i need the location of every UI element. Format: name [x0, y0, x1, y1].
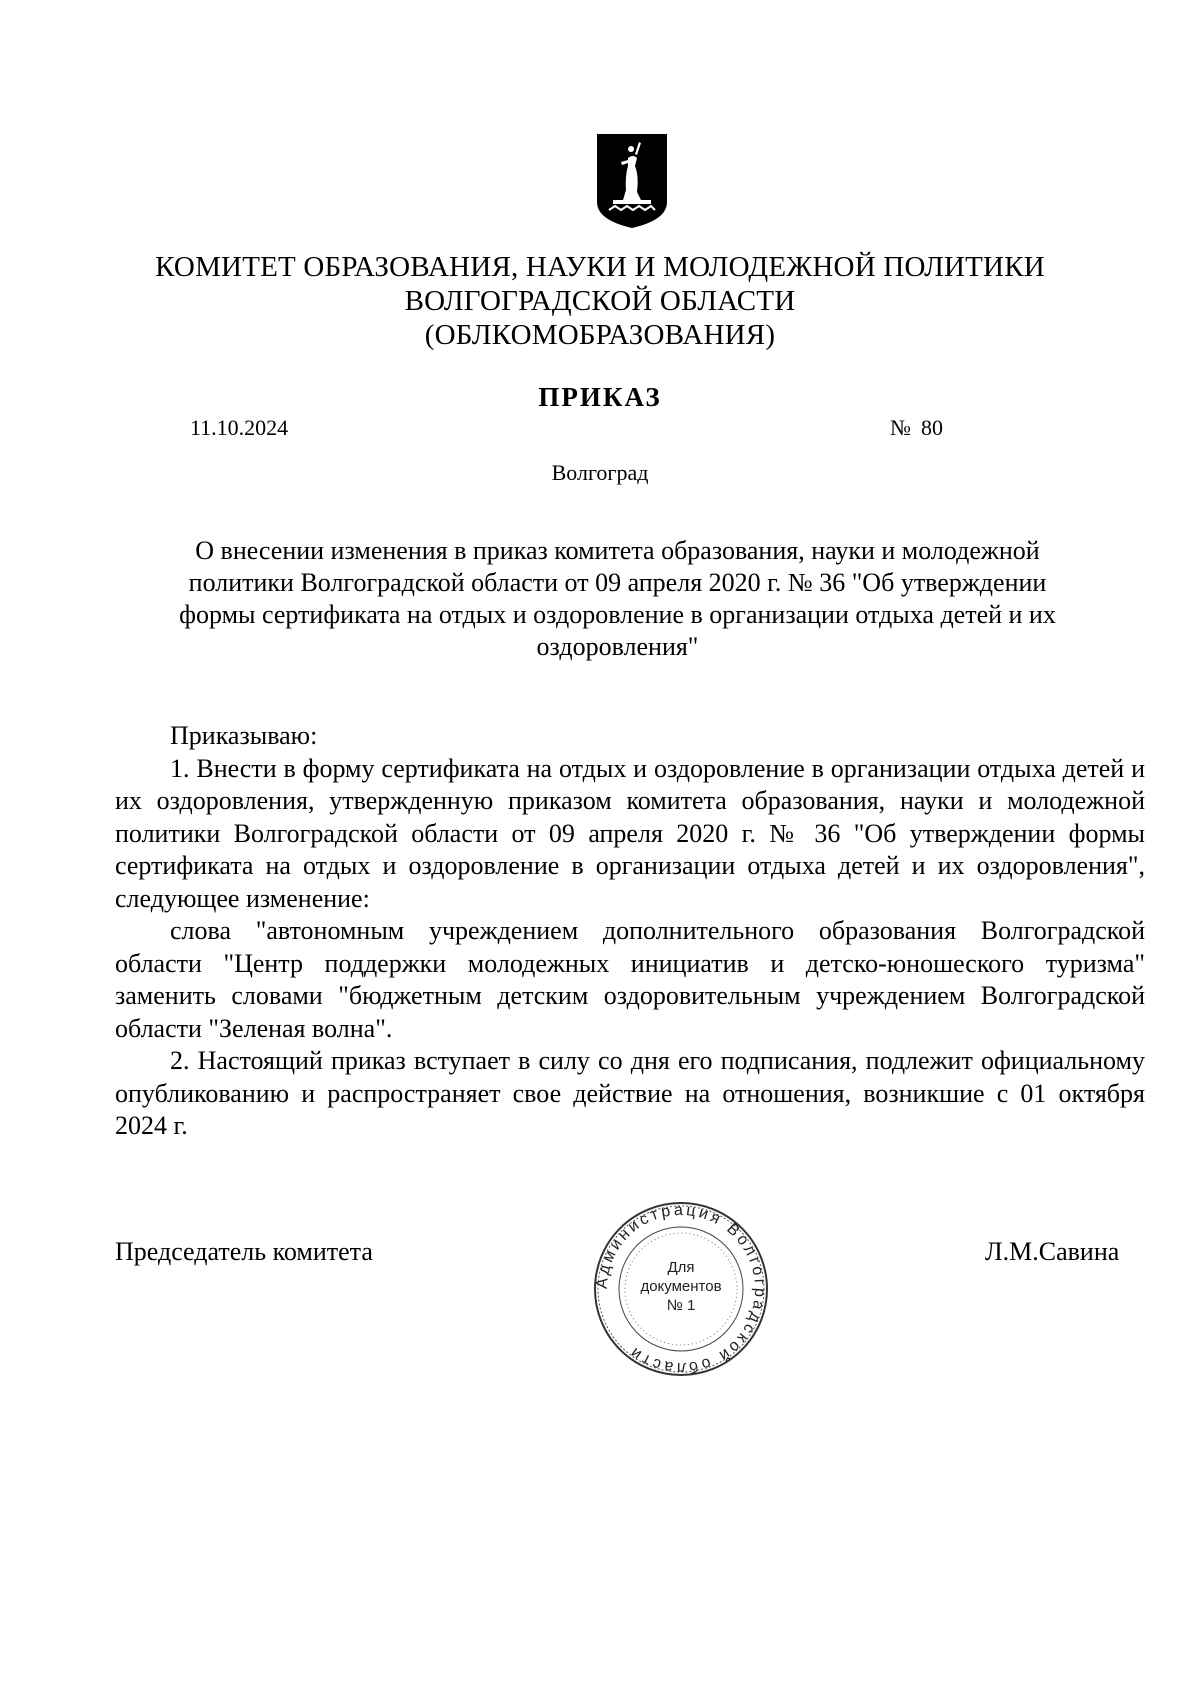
- seal-center-line-2: документов: [640, 1278, 722, 1295]
- order-item-1-change: слова "автономным учреждением дополнительного образования Волгоградской области "Центр поддержки молодежных инициатив и детско-юношеского туризма" заменить словами "бюджетным детским оздоровительным учреждением Волгоградской области "Зеленая волна".: [115, 916, 1145, 1043]
- organization-abbreviation: (ОБЛКОМОБРАЗОВАНИЯ): [424, 319, 776, 351]
- order-date: 11.10.2024: [190, 415, 289, 440]
- organization-name-line-2: ВОЛГОГРАДСКОЙ ОБЛАСТИ: [404, 285, 796, 317]
- order-body: [115, 720, 1145, 1143]
- number-sign: №: [890, 415, 911, 440]
- order-lead: Приказываю:: [170, 721, 318, 750]
- order-number-value: 80: [921, 415, 943, 440]
- seal-center-line-1: Для: [667, 1259, 695, 1276]
- signer-title: Председатель комитета: [115, 1237, 373, 1266]
- volgograd-coat-of-arms-icon: [595, 132, 669, 230]
- seal-center-line-3: № 1: [666, 1297, 696, 1314]
- seal-ring-text: Администрация Волгоградской области: [593, 1201, 769, 1377]
- document-type-title: ПРИКАЗ: [538, 382, 662, 412]
- order-item-2: 2. Настоящий приказ вступает в силу со дня его подписания, подлежит официальному опубликованию и распространяет свое действие на отношения, возникшие с 01 октября 2024 г.: [115, 1046, 1145, 1140]
- order-item-1: 1. Внести в форму сертификата на отдых и оздоровление в организации отдыха детей и их оздоровления, утвержденную приказом комитета образования, науки и молодежной политики Волгоградской области от 09 апреля 2020 г. № 36 "Об утверждении формы сертификата на отдых и оздоровление в организации отдыха детей и их оздоровления", следующее изменение:: [115, 753, 1145, 913]
- order-number: [890, 415, 943, 441]
- seal-center-text: [592, 1258, 770, 1315]
- signer-name: Л.М.Савина: [985, 1237, 1120, 1266]
- order-subject: О внесении изменения в приказ комитета образования, науки и молодежной политики Волгоградской области от 09 апреля 2020 г. № 36 "Об утверждении формы сертификата на отдых и оздоровление в организации отдыха детей и их оздоровления": [179, 536, 1056, 661]
- organization-name-line-1: КОМИТЕТ ОБРАЗОВАНИЯ, НАУКИ И МОЛОДЕЖНОЙ ПОЛИТИКИ: [155, 251, 1045, 283]
- order-city: Волгоград: [551, 460, 649, 485]
